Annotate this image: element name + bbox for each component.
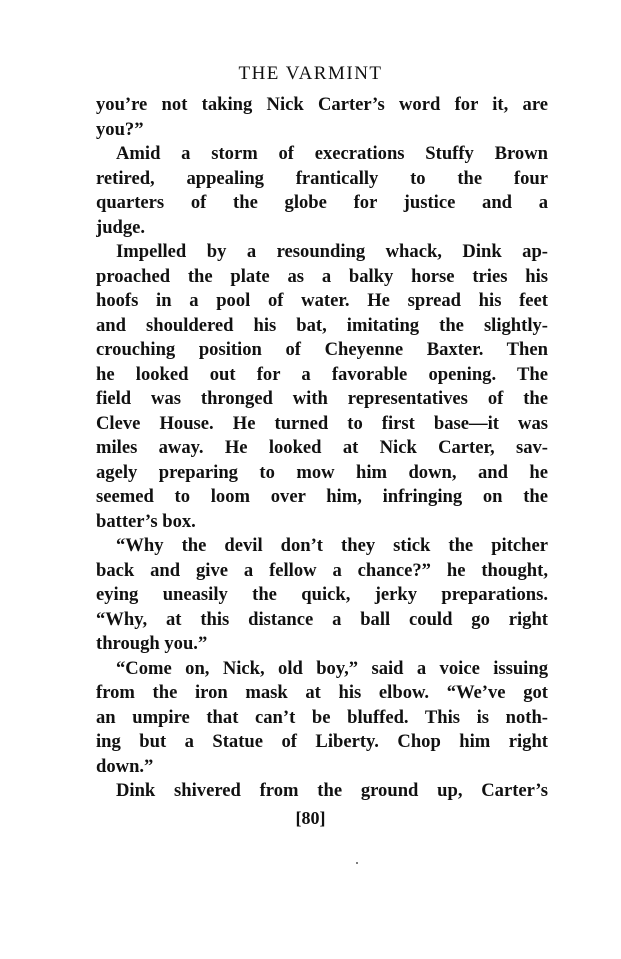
text-line: you’re not taking Nick Carter’s word for it, are [96, 94, 548, 115]
text-line: miles away. He looked at Nick Carter, sav- [96, 437, 548, 458]
text-line: “Why the devil don’t they stick the pitcher [116, 535, 548, 556]
body-text [96, 93, 548, 804]
text-line: crouching position of Cheyenne Baxter. Then [96, 339, 548, 360]
text-line: and shouldered his bat, imitating the slightly- [96, 314, 548, 336]
text-line: seemed to loom over him, infringing on the [96, 486, 548, 507]
text-line: judge. [96, 216, 146, 238]
text-line: from the iron mask at his elbow. “We’ve got [96, 682, 548, 703]
text-line: he looked out for a favorable opening. The [96, 363, 548, 385]
text-line: through you.” [96, 633, 208, 654]
paragraph [96, 779, 548, 804]
text-line: retired, appealing frantically to the four [96, 167, 548, 189]
text-line: batter’s box. [96, 510, 196, 532]
text-line: hoofs in a pool of water. He spread his feet [96, 290, 548, 311]
page-number: [80] [295, 808, 326, 828]
text-line: an umpire that can’t be bluffed. This is noth- [96, 706, 548, 728]
text-line: down.” [96, 755, 154, 777]
text-line: you?” [96, 118, 144, 140]
text-line: “Why, at this distance a ball could go right [96, 608, 548, 630]
text-line: back and give a fellow a chance?” he thought, [96, 559, 548, 581]
paragraph [96, 93, 548, 142]
text-line: ing but a Statue of Liberty. Chop him right [96, 731, 548, 752]
running-head: THE VARMINT [238, 63, 383, 84]
text-line: Impelled by a resounding whack, Dink ap- [116, 241, 548, 262]
text-line: field was thronged with representatives of the [96, 388, 548, 409]
paragraph [96, 240, 548, 534]
text-line: “Come on, Nick, old boy,” said a voice issuing [116, 657, 548, 679]
paragraph [96, 657, 548, 780]
paragraph [96, 534, 548, 657]
text-line: agely preparing to mow him down, and he [96, 461, 548, 483]
text-line: Amid a storm of execrations Stuffy Brown [116, 143, 548, 164]
paragraph [96, 142, 548, 240]
text-line: Dink shivered from the ground up, Carter’s [116, 780, 548, 801]
text-line: Cleve House. He turned to first base—it was [96, 412, 548, 434]
text-line: quarters of the globe for justice and a [96, 192, 548, 213]
text-line: proached the plate as a balky horse tries his [96, 265, 548, 287]
text-line: eying uneasily the quick, jerky preparations. [96, 584, 548, 605]
print-speck [356, 862, 358, 864]
